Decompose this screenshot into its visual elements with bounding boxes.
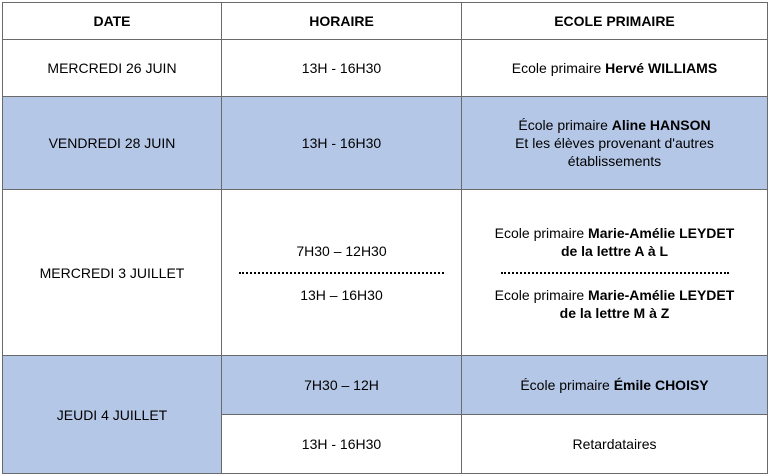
ecole-prefix: Ecole primaire <box>511 60 606 76</box>
ecole-name: Marie-Amélie LEYDET <box>588 224 735 241</box>
ecole-prefix: Ecole primaire <box>494 286 589 303</box>
horaire-cell: 13H - 16H30 <box>222 97 462 190</box>
ecole-cell: Retardataires <box>462 415 768 474</box>
table-row <box>3 190 768 356</box>
horaire-cell: 13H - 16H30 <box>222 40 462 97</box>
dotted-divider <box>239 272 444 274</box>
ecole-cell <box>462 356 768 415</box>
header-date: DATE <box>3 3 222 40</box>
header-horaire: HORAIRE <box>222 3 462 40</box>
ecole-line-2: Et les élèves provenant d'autres <box>515 135 714 151</box>
ecole-1-line-2: de la lettre A à L <box>560 242 669 259</box>
table-row <box>3 356 768 415</box>
ecole-prefix: École primaire <box>520 377 614 393</box>
horaire-slot-1: 7H30 – 12H30 <box>296 242 387 259</box>
header-ecole: ECOLE PRIMAIRE <box>462 3 768 40</box>
ecole-name: Émile CHOISY <box>613 377 709 393</box>
schedule-table <box>2 2 768 474</box>
date-cell: VENDREDI 28 JUIN <box>3 97 222 190</box>
ecole-cell <box>462 97 768 190</box>
date-cell: MERCREDI 26 JUIN <box>3 40 222 97</box>
ecole-line-3: établissements <box>567 153 662 169</box>
horaire-cell <box>222 190 462 356</box>
ecole-prefix: Ecole primaire <box>494 224 589 241</box>
date-cell: JEUDI 4 JUILLET <box>3 356 222 474</box>
horaire-slot-2: 13H – 16H30 <box>300 286 383 303</box>
ecole-name: Marie-Amélie LEYDET <box>588 286 735 303</box>
header-row <box>3 3 768 40</box>
date-cell: MERCREDI 3 JUILLET <box>3 190 222 356</box>
ecole-2-line-2: de la lettre M à Z <box>559 304 670 321</box>
horaire-cell: 13H - 16H30 <box>222 415 462 474</box>
horaire-cell: 7H30 – 12H <box>222 356 462 415</box>
ecole-cell <box>462 40 768 97</box>
schedule-frame <box>2 2 767 471</box>
table-row <box>3 40 768 97</box>
ecole-cell <box>462 190 768 356</box>
ecole-prefix: École primaire <box>518 117 612 133</box>
ecole-name: Hervé WILLIAMS <box>605 60 718 76</box>
ecole-2-line-1 <box>462 286 767 304</box>
ecole-name: Aline HANSON <box>611 117 711 133</box>
dotted-divider <box>501 272 729 274</box>
ecole-1-line-1 <box>462 224 767 242</box>
table-row <box>3 97 768 190</box>
ecole-line-1 <box>462 116 767 134</box>
